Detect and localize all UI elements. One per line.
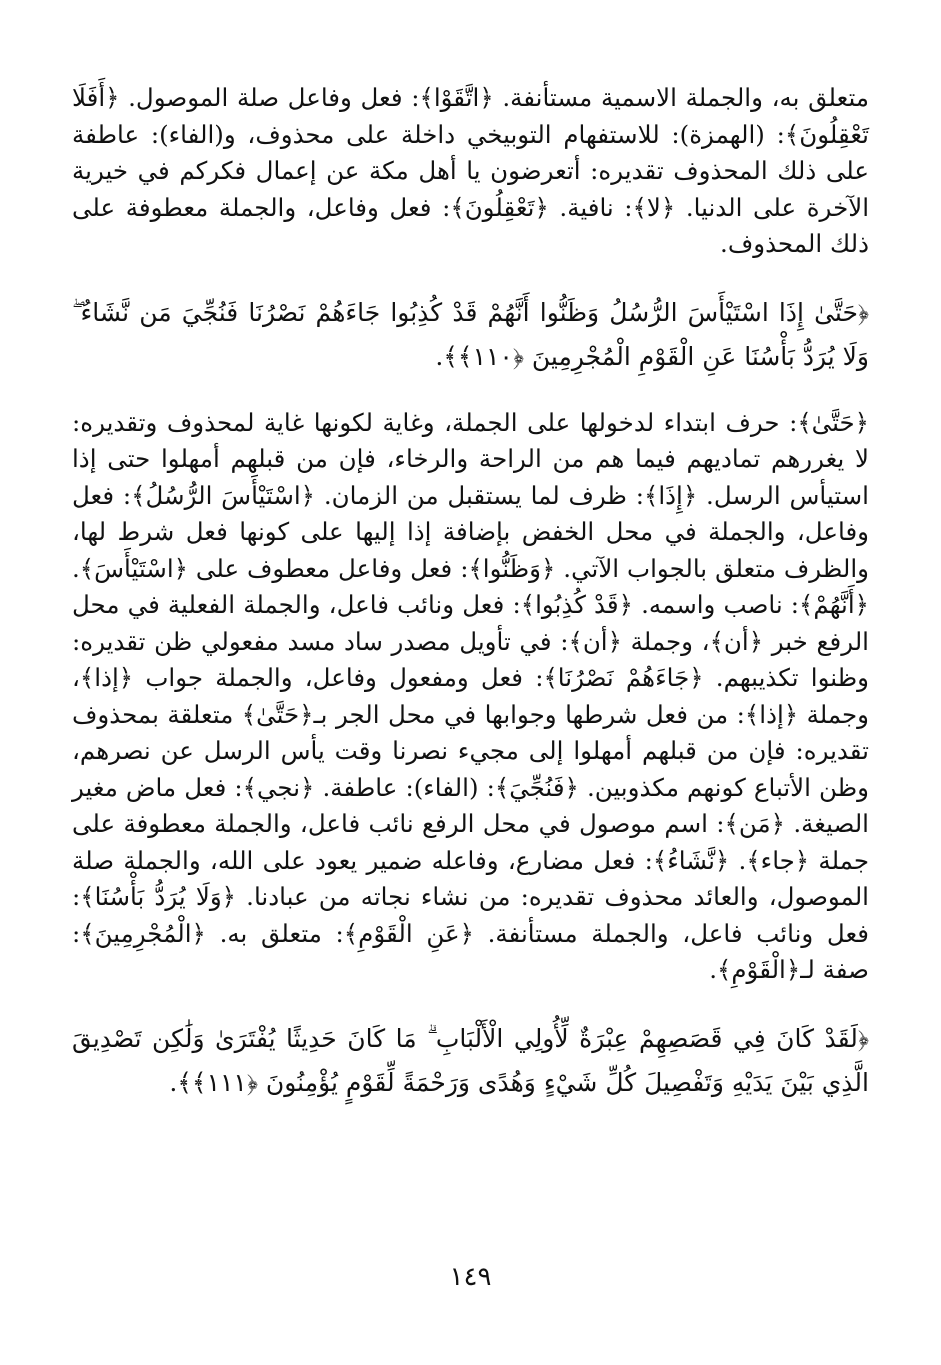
paragraph-intro: متعلق به، والجملة الاسمية مستأنفة. ﴿اتَّقَوْا﴾: فعل وفاعل صلة الموصول. ﴿أَفَلَا تَعْقِلُونَ﴾: (الهمزة): للاستفهام التوبيخي داخلة على محذوف، و(الفاء): عاطفة على ذلك المحذوف تقديره: أتعرضون يا أهل مكة عن إعمال فكركم في خيرية الآخرة على الدنيا. ﴿لا﴾: نافية. ﴿تَعْقِلُونَ﴾: فعل وفاعل، والجملة معطوفة على ذلك المحذوف. — [72, 83, 869, 258]
quran-verse-110: ﴿حَتَّىٰ إِذَا اسْتَيْأَسَ الرُّسُلُ وَظَنُّوا أَنَّهُمْ قَدْ كُذِبُوا جَاءَهُمْ نَصْرُنَا فَنُجِّيَ مَن نَّشَاءُ ۖ وَلَا يُرَدُّ بَأْسُنَا عَنِ الْقَوْمِ الْمُجْرِمِينَ ﴿١١٠﴾﴾. — [72, 297, 869, 371]
quran-verse-111: ﴿لَقَدْ كَانَ فِي قَصَصِهِمْ عِبْرَةٌ لِّأُولِي الْأَلْبَابِ ۗ مَا كَانَ حَدِيثًا يُفْتَرَىٰ وَلَٰكِن تَصْدِيقَ الَّذِي بَيْنَ يَدَيْهِ وَتَفْصِيلَ كُلِّ شَيْءٍ وَهُدًى وَرَحْمَةً لِّقَوْمٍ يُؤْمِنُونَ ﴿١١١﴾﴾. — [72, 1023, 869, 1097]
page-number: ١٤٩ — [449, 1262, 492, 1292]
page-body — [72, 80, 869, 1105]
paragraph-grammar-analysis: ﴿حَتَّىٰ﴾: حرف ابتداء لدخولها على الجملة، وغاية لكونها غاية لمحذوف وتقديره: لا يغررهم تماديهم فيما هم من الراحة والرخاء، فإن من قبلهم أمهلوا حتى إذا استيأس الرسل. ﴿إِذَا﴾: ظرف لما يستقبل من الزمان. ﴿اسْتَيْأَسَ الرُّسُلُ﴾: فعل وفاعل، والجملة في محل الخفض بإضافة إذا إليها على كونها فعل شرط لها، والظرف متعلق بالجواب الآتي. ﴿وَظَنُّوا﴾: فعل وفاعل معطوف على ﴿اسْتَيْأَسَ﴾. ﴿أَنَّهُمْ﴾: ناصب واسمه. ﴿قَدْ كُذِبُوا﴾: فعل ونائب فاعل، والجملة الفعلية في محل الرفع خبر ﴿أن﴾، وجملة ﴿أن﴾: في تأويل مصدر ساد مسد مفعولي ظن تقديره: وظنوا تكذيبهم. ﴿جَاءَهُمْ نَصْرُنَا﴾: فعل ومفعول وفاعل، والجملة جواب ﴿إذا﴾، وجملة ﴿إذا﴾: من فعل شرطها وجوابها في محل الجر بـ﴿حَتَّىٰ﴾ متعلقة بمحذوف تقديره: فإن من قبلهم أمهلوا إلى مجيء نصرنا وقت يأس الرسل عن نصرهم، وظن الأتباع كونهم مكذوبين. ﴿فَنُجِّيَ﴾: (الفاء): عاطفة. ﴿نجي﴾: فعل ماض مغير الصيغة. ﴿مَن﴾: اسم موصول في محل الرفع نائب فاعل، والجملة معطوفة على جملة ﴿جاء﴾. ﴿نَّشَاءُ﴾: فعل مضارع، وفاعله ضمير يعود على الله، والجملة صلة الموصول، والعائد محذوف تقديره: من نشاء نجاته من عبادنا. ﴿وَلَا يُرَدُّ بَأْسُنَا﴾: فعل ونائب فاعل، والجملة مستأنفة. ﴿عَنِ الْقَوْمِ﴾: متعلق به. ﴿الْمُجْرِمِينَ﴾: صفة لـ﴿الْقَوْمِ﴾. — [72, 407, 869, 984]
